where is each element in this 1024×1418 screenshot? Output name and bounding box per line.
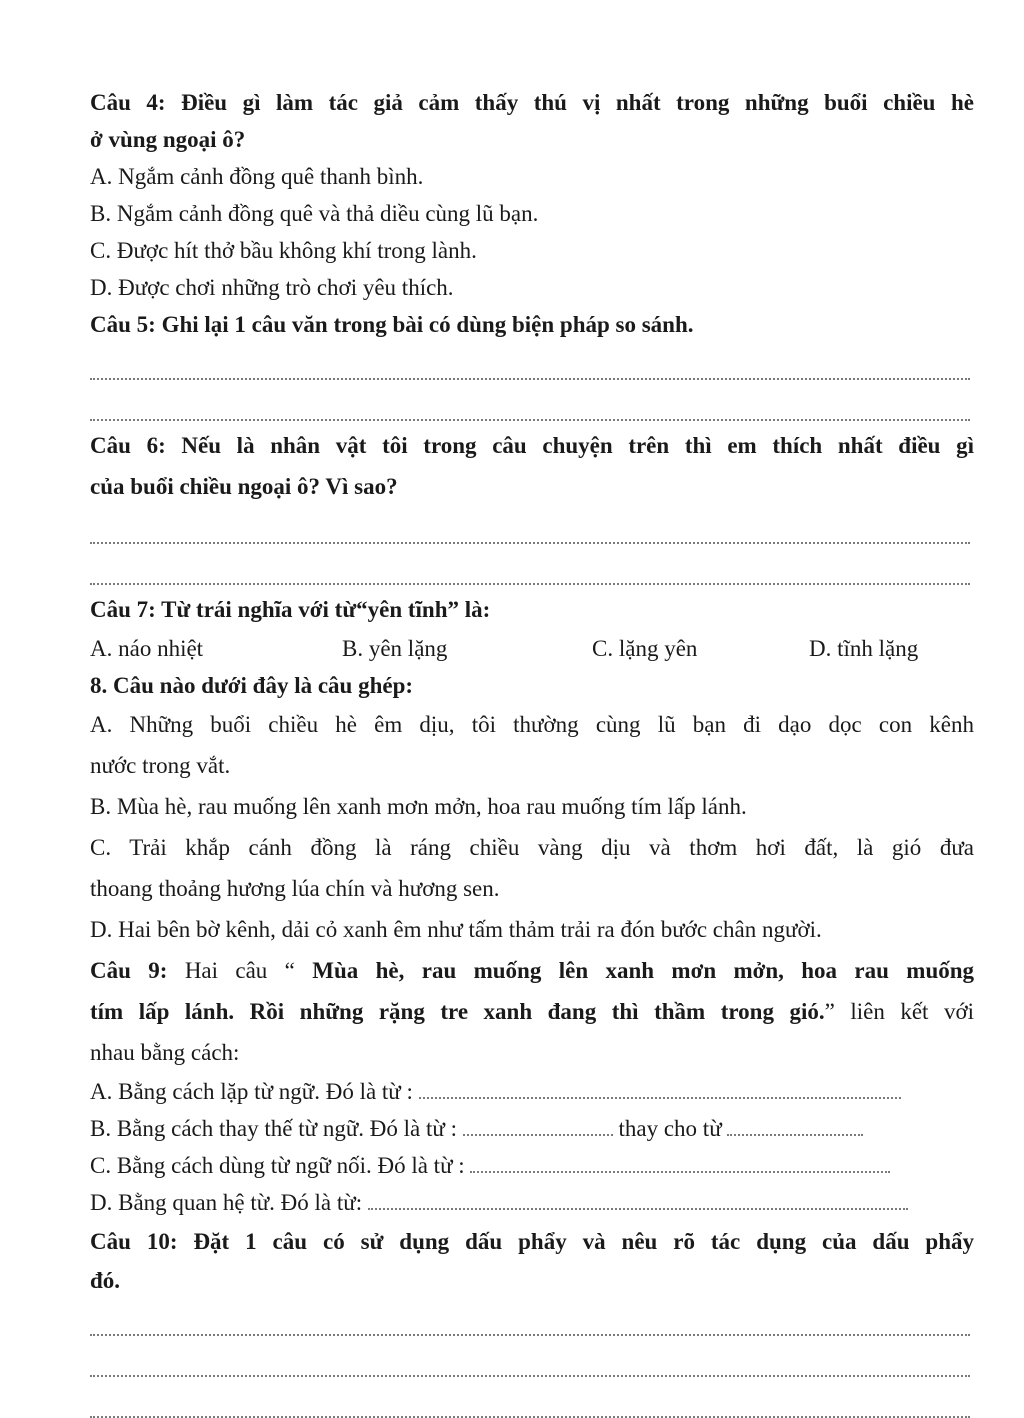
q9-option-b-mid: thay cho từ bbox=[618, 1116, 722, 1141]
q4-label: Câu 4: bbox=[90, 90, 166, 115]
q7-option-d: D. tĩnh lặng bbox=[809, 636, 919, 661]
q9-option-c-text: C. Bằng cách dùng từ ngữ nối. Đó là từ : bbox=[90, 1153, 465, 1178]
q10-answer-line-2[interactable] bbox=[90, 1340, 970, 1377]
q6-title-line-2: của buổi chiều ngoại ô? Vì sao? bbox=[90, 474, 398, 499]
q9-text-2-post: ” liên kết với bbox=[824, 999, 974, 1024]
q8-option-a-line-2: nước trong vắt. bbox=[90, 753, 231, 778]
q9-label: Câu 9: bbox=[90, 958, 168, 983]
q8-option-b: B. Mùa hè, rau muống lên xanh mơn mởn, hoa rau muống tím lấp lánh. bbox=[90, 794, 747, 819]
q9-text-1-pre: Hai câu “ bbox=[184, 958, 295, 983]
q7-option-b: B. yên lặng bbox=[342, 636, 448, 661]
q9-option-b-text: B. Bằng cách thay thế từ ngữ. Đó là từ : bbox=[90, 1116, 457, 1141]
q10-label: Câu 10: bbox=[90, 1229, 178, 1254]
q4-option-d: D. Được chơi những trò chơi yêu thích. bbox=[90, 275, 454, 300]
q7-option-c: C. lặng yên bbox=[592, 636, 698, 661]
q4-option-a: A. Ngắm cảnh đồng quê thanh bình. bbox=[90, 164, 424, 189]
q9-text-2-quote: tím lấp lánh. Rồi những rặng tre xanh đang thì thầm trong gió. bbox=[90, 999, 825, 1024]
q9-option-c-blank[interactable] bbox=[470, 1151, 890, 1173]
q4-text-1: Điều gì làm tác giả cảm thấy thú vị nhất trong những buổi chiều hè bbox=[181, 90, 974, 115]
q10-title-line-2: đó. bbox=[90, 1268, 121, 1293]
q10-title-line-1 bbox=[90, 1221, 974, 1262]
q5-answer-line-2[interactable] bbox=[90, 384, 970, 421]
q9-title-line-2 bbox=[90, 991, 974, 1032]
q6-label: Câu 6: bbox=[90, 433, 166, 458]
q9-option-a bbox=[90, 1073, 974, 1110]
q7-label: Câu 7: bbox=[90, 597, 156, 622]
q9-option-c bbox=[90, 1147, 974, 1184]
q7-title bbox=[90, 589, 974, 630]
q5-title bbox=[90, 306, 974, 343]
q8-title: 8. Câu nào dưới đây là câu ghép: bbox=[90, 673, 414, 698]
q6-title-line-1 bbox=[90, 425, 974, 466]
q6-answer-line-1[interactable] bbox=[90, 507, 970, 544]
q9-option-a-text: A. Bằng cách lặp từ ngữ. Đó là từ : bbox=[90, 1079, 413, 1104]
q4-title-line-2: ở vùng ngoại ô? bbox=[90, 127, 246, 152]
q5-answer-line-1[interactable] bbox=[90, 343, 970, 380]
q8-option-d: D. Hai bên bờ kênh, dải cỏ xanh êm như tấm thảm trải ra đón bước chân người. bbox=[90, 917, 822, 942]
q4-title-line-1 bbox=[90, 84, 974, 121]
q6-text-1: Nếu là nhân vật tôi trong câu chuyện trên thì em thích nhất điều gì bbox=[181, 433, 975, 458]
q8-option-a-line-1: A. Những buổi chiều hè êm dịu, tôi thường cùng lũ bạn đi dạo dọc con kênh bbox=[90, 712, 974, 737]
q7-text: Từ trái nghĩa với từ“yên tĩnh” là: bbox=[161, 597, 491, 622]
q5-text: Ghi lại 1 câu văn trong bài có dùng biện pháp so sánh. bbox=[161, 312, 694, 337]
q9-option-a-blank[interactable] bbox=[419, 1077, 901, 1099]
q9-title-line-3: nhau bằng cách: bbox=[90, 1040, 240, 1065]
q4-option-b: B. Ngắm cảnh đồng quê và thả diều cùng lũ bạn. bbox=[90, 201, 539, 226]
q4-option-c: C. Được hít thở bầu không khí trong lành. bbox=[90, 238, 477, 263]
q9-option-b-blank-1[interactable] bbox=[463, 1114, 613, 1136]
q5-label: Câu 5: bbox=[90, 312, 156, 337]
q9-text-1-quote: Mùa hè, rau muống lên xanh mơn mởn, hoa rau muống bbox=[312, 958, 975, 983]
q9-option-d-blank[interactable] bbox=[368, 1188, 908, 1210]
q9-option-b bbox=[90, 1110, 974, 1147]
q7-option-a: A. náo nhiệt bbox=[90, 636, 204, 661]
q10-text-1: Đặt 1 câu có sử dụng dấu phẩy và nêu rõ tác dụng của dấu phẩy bbox=[193, 1229, 975, 1254]
q6-answer-line-2[interactable] bbox=[90, 548, 970, 585]
q9-title-line-1 bbox=[90, 950, 974, 991]
q8-option-c-line-1: C. Trải khắp cánh đồng là ráng chiều vàng dịu và thơm hơi đất, là gió đưa bbox=[90, 835, 974, 860]
q10-answer-line-1[interactable] bbox=[90, 1299, 970, 1336]
q9-option-b-blank-2[interactable] bbox=[727, 1114, 863, 1136]
q10-answer-line-3[interactable] bbox=[90, 1381, 970, 1418]
q9-option-d-text: D. Bằng quan hệ từ. Đó là từ: bbox=[90, 1190, 363, 1215]
q9-option-d bbox=[90, 1184, 974, 1221]
q8-option-c-line-2: thoang thoảng hương lúa chín và hương sen. bbox=[90, 876, 500, 901]
q7-options bbox=[90, 630, 974, 667]
